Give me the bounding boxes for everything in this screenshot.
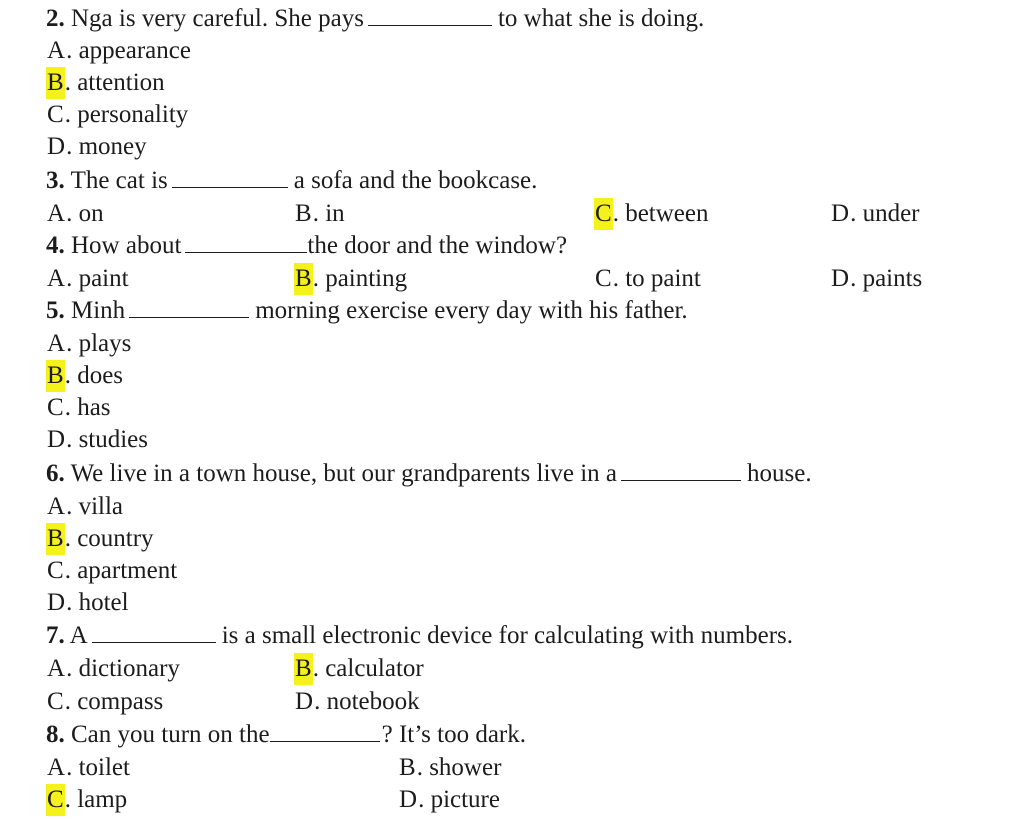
answer-blank xyxy=(185,230,307,253)
option-text: . plays xyxy=(66,330,132,357)
options-row-7b xyxy=(46,686,646,718)
option-text: . studies xyxy=(66,426,149,453)
question-number: 7. xyxy=(46,622,65,649)
option-letter: A xyxy=(47,200,66,227)
question-stem-before: The cat is xyxy=(70,167,168,194)
option-text: . calculator xyxy=(312,655,424,682)
option-8a[interactable] xyxy=(46,752,130,784)
option-letter: B xyxy=(295,200,312,227)
question-stem-before: A xyxy=(69,622,88,649)
option-text: . painting xyxy=(312,265,408,292)
question-stem-after: house. xyxy=(747,460,812,487)
option-text: . personality xyxy=(64,101,189,128)
option-text: . to paint xyxy=(612,265,701,292)
option-text: . villa xyxy=(66,493,123,520)
option-text: . notebook xyxy=(314,688,420,715)
selected-answer-highlight: B xyxy=(294,653,313,685)
option-text: . has xyxy=(64,394,111,421)
option-text: . shower xyxy=(416,754,502,781)
options-row-7a xyxy=(46,653,646,685)
question-stem-after: ? It’s too dark. xyxy=(381,721,527,748)
option-letter: C xyxy=(47,688,64,715)
question-stem-after: to what she is doing. xyxy=(497,5,705,32)
question-4 xyxy=(46,230,567,262)
answer-blank xyxy=(368,3,492,26)
question-number: 8. xyxy=(46,721,65,748)
question-stem-after: the door and the window? xyxy=(307,232,568,259)
option-letter: C xyxy=(47,557,64,584)
option-letter: A xyxy=(47,754,66,781)
question-stem-before: Can you turn on the xyxy=(71,721,270,748)
option-text: . apartment xyxy=(64,557,178,584)
option-8d[interactable] xyxy=(398,784,500,816)
option-text: . toilet xyxy=(66,754,130,781)
option-8b[interactable] xyxy=(398,752,501,784)
option-text: . paint xyxy=(66,265,129,292)
option-letter: D xyxy=(47,426,66,453)
options-row-3 xyxy=(46,198,976,230)
option-2c[interactable] xyxy=(46,99,188,131)
option-7b[interactable] xyxy=(294,653,424,685)
answer-blank xyxy=(270,719,380,742)
option-text: . in xyxy=(312,200,345,227)
option-letter: D xyxy=(399,786,418,813)
option-text: . compass xyxy=(64,688,164,715)
option-letter: D xyxy=(295,688,314,715)
option-text: . appearance xyxy=(66,37,191,64)
option-text: . paints xyxy=(850,265,923,292)
question-5 xyxy=(46,295,688,327)
question-stem-after: is a small electronic device for calculating with numbers. xyxy=(221,622,794,649)
option-6d[interactable] xyxy=(46,587,129,619)
option-4a[interactable] xyxy=(46,263,129,295)
option-2b[interactable] xyxy=(46,67,165,99)
answer-blank xyxy=(621,458,741,481)
option-text: . country xyxy=(64,525,154,552)
option-letter: A xyxy=(47,330,66,357)
question-stem-after: a sofa and the bookcase. xyxy=(293,167,538,194)
option-5d[interactable] xyxy=(46,424,148,456)
option-letter: A xyxy=(47,655,66,682)
option-text: . attention xyxy=(64,69,165,96)
option-5b[interactable] xyxy=(46,360,123,392)
selected-answer-highlight: B xyxy=(294,263,313,295)
option-3d[interactable] xyxy=(830,198,919,230)
option-3c[interactable] xyxy=(594,198,708,230)
question-8 xyxy=(46,719,526,751)
option-6b[interactable] xyxy=(46,523,154,555)
option-6a[interactable] xyxy=(46,491,123,523)
option-text: . between xyxy=(612,200,709,227)
question-stem-before: Nga is very careful. She pays xyxy=(71,5,364,32)
option-letter: B xyxy=(399,754,416,781)
option-text: . on xyxy=(66,200,104,227)
option-4c[interactable] xyxy=(594,263,701,295)
selected-answer-highlight: B xyxy=(46,523,65,555)
question-stem-before: Minh xyxy=(71,297,126,324)
question-stem-before: How about xyxy=(71,232,182,259)
option-letter: D xyxy=(47,133,66,160)
question-number: 2. xyxy=(46,5,65,32)
question-stem-after: morning exercise every day with his father. xyxy=(255,297,688,324)
question-number: 6. xyxy=(46,460,65,487)
question-3 xyxy=(46,165,537,197)
option-letter: A xyxy=(47,37,66,64)
option-letter: C xyxy=(595,265,612,292)
answer-blank xyxy=(129,295,249,318)
option-letter: A xyxy=(47,493,66,520)
question-number: 3. xyxy=(46,167,65,194)
option-8c[interactable] xyxy=(46,784,127,816)
question-2 xyxy=(46,3,704,35)
option-text: . picture xyxy=(418,786,500,813)
option-letter: D xyxy=(47,589,66,616)
option-7c[interactable] xyxy=(46,686,163,718)
option-2d[interactable] xyxy=(46,131,147,163)
selected-answer-highlight: C xyxy=(46,784,65,816)
option-4b[interactable] xyxy=(294,263,407,295)
option-text: . under xyxy=(850,200,920,227)
selected-answer-highlight: B xyxy=(46,67,65,99)
option-3b[interactable] xyxy=(294,198,345,230)
selected-answer-highlight: C xyxy=(594,198,613,230)
option-text: . does xyxy=(64,362,124,389)
answer-blank xyxy=(92,620,216,643)
answer-blank xyxy=(172,165,288,188)
option-7d[interactable] xyxy=(294,686,420,718)
option-text: . money xyxy=(66,133,147,160)
option-letter: C xyxy=(47,101,64,128)
option-4d[interactable] xyxy=(830,263,922,295)
option-letter: A xyxy=(47,265,66,292)
option-3a[interactable] xyxy=(46,198,104,230)
option-letter: D xyxy=(831,265,850,292)
option-letter: D xyxy=(831,200,850,227)
selected-answer-highlight: B xyxy=(46,360,65,392)
option-5a[interactable] xyxy=(46,328,131,360)
option-6c[interactable] xyxy=(46,555,177,587)
question-stem-before: We live in a town house, but our grandparents live in a xyxy=(70,460,618,487)
question-6 xyxy=(46,458,812,490)
option-text: . dictionary xyxy=(66,655,180,682)
option-2a[interactable] xyxy=(46,35,191,67)
question-number: 4. xyxy=(46,232,65,259)
option-text: . lamp xyxy=(64,786,128,813)
options-row-4 xyxy=(46,263,976,295)
option-7a[interactable] xyxy=(46,653,180,685)
question-number: 5. xyxy=(46,297,65,324)
option-letter: C xyxy=(47,394,64,421)
option-text: . hotel xyxy=(66,589,129,616)
options-row-8a xyxy=(46,752,746,784)
option-5c[interactable] xyxy=(46,392,111,424)
options-row-8b xyxy=(46,784,746,816)
question-7 xyxy=(46,620,793,652)
